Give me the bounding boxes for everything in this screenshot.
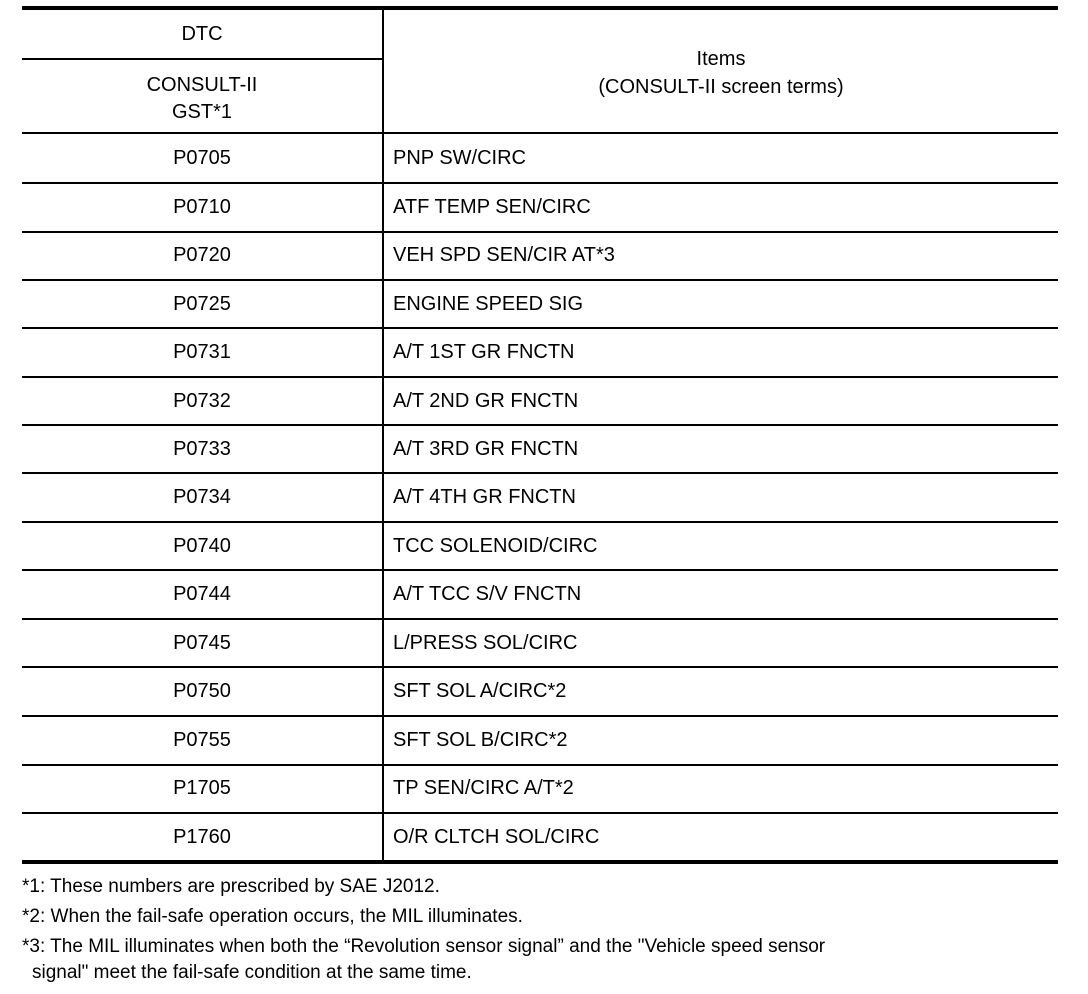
dtc-code: P0740 [173,535,231,557]
table-row [22,619,1058,667]
dtc-code: P0720 [173,244,231,266]
dtc-item: A/T 2ND GR FNCTN [393,390,579,412]
dtc-code: P1760 [173,826,231,848]
header-dtc: DTC [181,23,223,45]
table-top-border [22,6,1058,10]
dtc-item: L/PRESS SOL/CIRC [393,632,578,654]
dtc-item: ENGINE SPEED SIG [393,293,584,315]
dtc-code: P0705 [173,147,231,169]
table-row [22,764,1058,812]
table-row [22,231,1058,279]
dtc-code: P0731 [173,341,231,363]
table-row [22,425,1058,473]
table-row [22,280,1058,328]
dtc-item: TP SEN/CIRC A/T*2 [393,777,574,799]
dtc-code: P0732 [173,390,231,412]
table-row [22,473,1058,521]
table-row [22,522,1058,570]
table-row [22,716,1058,764]
table-row [22,328,1058,376]
table-row [22,183,1058,231]
dtc-item: ATF TEMP SEN/CIRC [393,196,591,218]
dtc-item: SFT SOL B/CIRC*2 [393,729,568,751]
header-items-line1: Items [696,48,746,70]
header-consult-line2: GST*1 [171,101,233,123]
dtc-code: P0734 [173,486,231,508]
dtc-code: P0710 [173,196,231,218]
dtc-code: P0725 [173,293,231,315]
table-row [22,813,1058,861]
dtc-item: SFT SOL A/CIRC*2 [393,680,567,702]
dtc-item: A/T 3RD GR FNCTN [393,438,579,460]
table-row [22,570,1058,618]
dtc-code: P0744 [173,583,231,605]
footnote-3-continued: signal" meet the fail-safe condition at the same time. [32,962,472,983]
dtc-code: P0750 [173,680,231,702]
footnote-2: *2: When the fail-safe operation occurs, the MIL illuminates. [22,906,523,927]
table-bottom-border [22,860,1058,864]
table-row [22,377,1058,425]
dtc-item: VEH SPD SEN/CIR AT*3 [393,244,615,266]
header-consult-line1: CONSULT-II [146,74,258,96]
dtc-item: A/T TCC S/V FNCTN [393,583,582,605]
footnote-1: *1: These numbers are prescribed by SAE J2012. [22,876,440,897]
header-sub-divider [22,58,382,60]
dtc-item: TCC SOLENOID/CIRC [393,535,598,557]
dtc-item: PNP SW/CIRC [393,147,526,169]
dtc-item: A/T 1ST GR FNCTN [393,341,575,363]
header-items-line2: (CONSULT-II screen terms) [598,76,844,98]
dtc-code: P0755 [173,729,231,751]
table-row [22,134,1058,182]
dtc-code: P0745 [173,632,231,654]
footnote-3: *3: The MIL illuminates when both the “Revolution sensor signal” and the "Vehicle speed sensor [22,936,826,957]
dtc-code: P0733 [173,438,231,460]
dtc-item: A/T 4TH GR FNCTN [393,486,576,508]
footnotes [22,872,1062,988]
dtc-code: P1705 [173,777,231,799]
table-row [22,667,1058,715]
dtc-item: O/R CLTCH SOL/CIRC [393,826,600,848]
